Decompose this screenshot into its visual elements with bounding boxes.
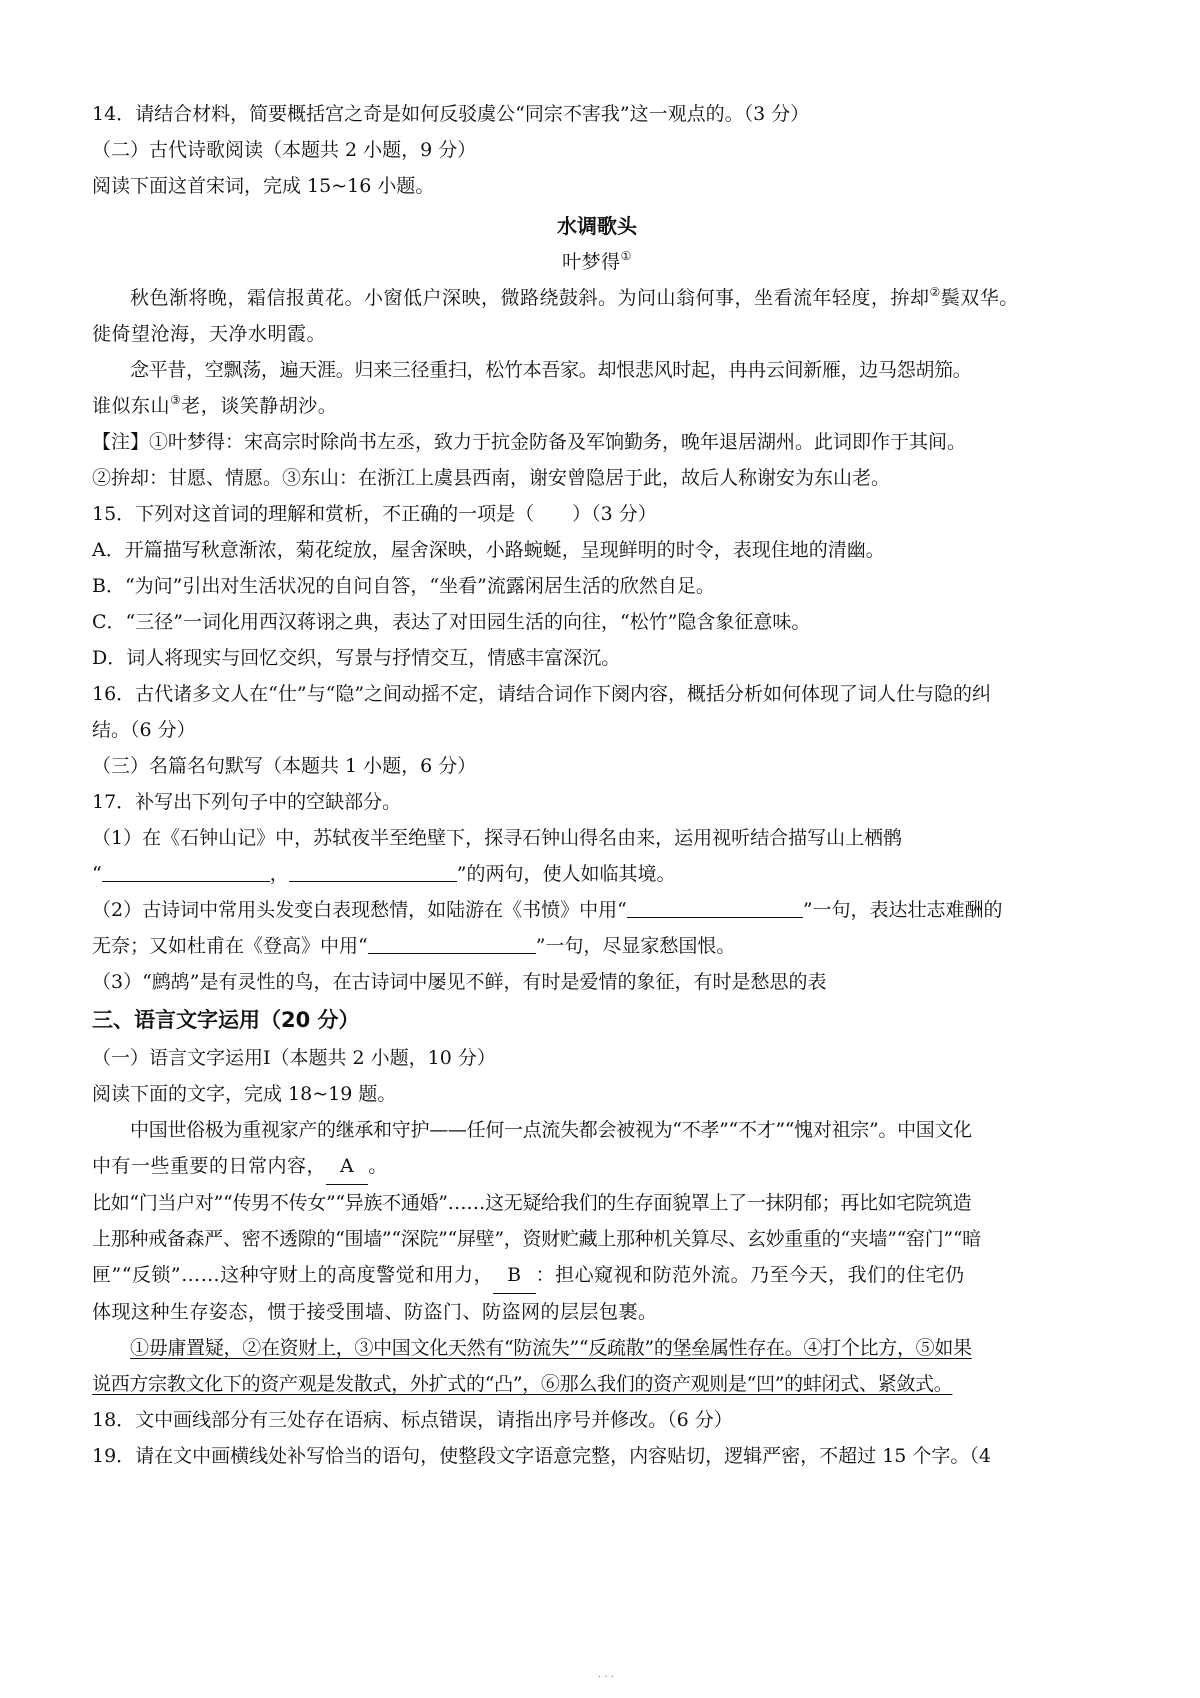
poem-stanza2-line1: 念平昔，空飘荡，遍天涯。归来三径重扫，松竹本吾家。却恨悲风时起，冉冉云间新雁，边马怨胡笳。 [130,359,972,381]
poem-notes-line1: 【注】①叶梦得：宋高宗时除尚书左丞，致力于抗金防备及军饷勤务，晚年退居湖州。此词即作于其间。 [92,431,967,453]
blank-b[interactable]: B [493,1257,535,1294]
question-17-part1-line1: （1）在《石钟山记》中，苏轼夜半至绝壁下，探寻石钟山得名由来，运用视听结合描写山上栖鹘 [92,827,903,849]
poem-title: 水调歌头 [557,214,637,238]
poem-author-name: 叶梦得 [562,251,621,273]
question-text: ”一句，尽显家愁国恨。 [535,935,736,957]
quote-mark: “ [92,863,102,885]
question-15-option-c: C．“三径”一词化用西汉蒋诩之典，表达了对田园生活的向往，“松竹”隐含象征意味。 [92,611,811,633]
passage-p2-line1: 比如“门当户对”“传男不传女”“异族不通婚”……这无疑给我们的生存面貌罩上了一抹阴郁；再比如宅院筑造 [92,1192,972,1214]
poem-text: 老，谈笑静胡沙。 [181,395,338,417]
poem-stanza1-line2: 徙倚望沧海，天净水明霞。 [92,323,327,345]
underlined-sentence-line1: ①毋庸置疑，②在资财上，③中国文化天然有“防流失”“反疏散”的堡垒属性存在。④打个比方，⑤如果 [130,1337,972,1359]
part-3-heading: 三、语言文字运用（20 分） [92,1008,360,1032]
question-15-option-b: B．“为问”引出对生活状况的自问自答，“坐看”流露闲居生活的欣然自足。 [92,575,715,597]
section-poetry-heading: （二）古代诗歌阅读（本题共 2 小题，9 分） [92,139,477,161]
passage-text: 。 [368,1155,388,1177]
poem-stanza2-line2 [92,388,1102,424]
question-17-part2-line1 [92,892,1102,928]
question-14: 14．请结合材料，简要概括宫之奇是如何反驳虞公“同宗不害我”这一观点的。（3 分） [92,103,810,125]
question-15-stem: 15．下列对这首词的理解和赏析，不正确的一项是（ ）（3 分） [92,503,657,525]
passage-p2-line3 [92,1257,1102,1294]
question-15-option-d: D．词人将现实与回忆交织，写景与抒情交互，情感丰富深沉。 [92,647,621,669]
passage-text: 匣”“反锁”……这种守财上的高度警觉和用力， [92,1264,494,1286]
answer-blank[interactable] [102,861,270,882]
question-16-line2: 结。（6 分） [92,719,196,741]
question-15-option-a: A．开篇描写秋意渐浓，菊花绽放，屋舍深映，小路蜿蜒，呈现鲜明的时令，表现住地的清幽。 [92,539,885,561]
question-text: （2）古诗词中常用头发变白表现愁情，如陆游在《书愤》中用“ [92,899,627,921]
passage-p1-line2 [92,1148,1102,1185]
question-19: 19．请在文中画横线处补写恰当的语句，使整段文字语意完整，内容贴切，逻辑严密，不超过 15 个字。（4 [92,1445,992,1467]
question-17-part1-line2 [92,856,1102,892]
page-footer-mark: · · · [598,1672,614,1683]
poem-author [92,244,1102,280]
question-text: 无奈；又如杜甫在《登高》中用“ [92,935,368,957]
question-17-part3-line1: （3）“鹧鸪”是有灵性的鸟，在古诗词中屡见不鲜，有时是爱情的象征，有时是愁思的表 [92,971,827,993]
question-text: ”一句，表达壮志难酬的 [802,899,1003,921]
underlined-sentence-line2: 说西方宗教文化下的资产观是发散式，外扩式的“凸”，⑥那么我们的资产观则是“凹”的蚌闭式、紧敛式。 [92,1373,953,1395]
answer-blank[interactable] [627,897,803,918]
exam-page [92,96,1102,1474]
language-use-1-heading: （一）语言文字运用Ⅰ（本题共 2 小题，10 分） [92,1047,496,1069]
footnote-mark-1: ① [620,249,632,263]
comma: ， [269,863,289,885]
passage-p2-line2: 上那种戒备森严、密不透隙的“围墙”“深院”“屏壁”，资财贮藏上那种机关算尽、玄妙重重的“夹墙”“窑门”“暗 [92,1228,981,1250]
answer-blank[interactable] [368,933,536,954]
question-17-part2-line2 [92,928,1102,964]
footnote-mark-2: ② [929,285,941,299]
footnote-mark-3: ③ [170,393,182,407]
poem-intro: 阅读下面这首宋词，完成 15~16 小题。 [92,175,435,197]
question-18: 18．文中画线部分有三处存在语病、标点错误，请指出序号并修改。（6 分） [92,1409,733,1431]
blank-tail-text: ”的两句，使人如临其境。 [456,863,676,885]
blank-a[interactable]: A [326,1148,368,1185]
question-17-stem: 17．补写出下列句子中的空缺部分。 [92,791,402,813]
poem-text: 秋色渐将晚，霜信报黄花。小窗低户深映，微路绕鼓斜。为问山翁何事，坐看流年轻度，拚却 [130,287,930,309]
question-16-line1: 16．古代诸多文人在“仕”与“隐”之间动摇不定，请结合词作下阕内容，概括分析如何体现了词人仕与隐的纠 [92,683,992,705]
passage-p2-line4: 体现这种生存姿态，惯于接受围墙、防盗门、防盗网的层层包裹。 [92,1301,658,1323]
passage-intro: 阅读下面的文字，完成 18~19 题。 [92,1083,397,1105]
passage-p1-line1: 中国世俗极为重视家产的继承和守护——任何一点流失都会被视为“不孝”“不才”“愧对祖宗”。中国文化 [130,1119,972,1141]
answer-blank[interactable] [289,861,457,882]
poem-text: 鬓双华。 [940,287,1019,309]
poem-notes-line2: ②拚却：甘愿、情愿。③东山：在浙江上虞县西南，谢安曾隐居于此，故后人称谢安为东山老。 [92,467,891,489]
poem-text: 谁似东山 [92,395,171,417]
passage-text: 中有一些重要的日常内容， [92,1155,327,1177]
poem-stanza1-line1 [92,280,1102,316]
section-recitation-heading: （三）名篇名句默写（本题共 1 小题，6 分） [92,755,477,777]
passage-text: ：担心窥视和防范外流。乃至今天，我们的住宅仍 [535,1264,965,1286]
